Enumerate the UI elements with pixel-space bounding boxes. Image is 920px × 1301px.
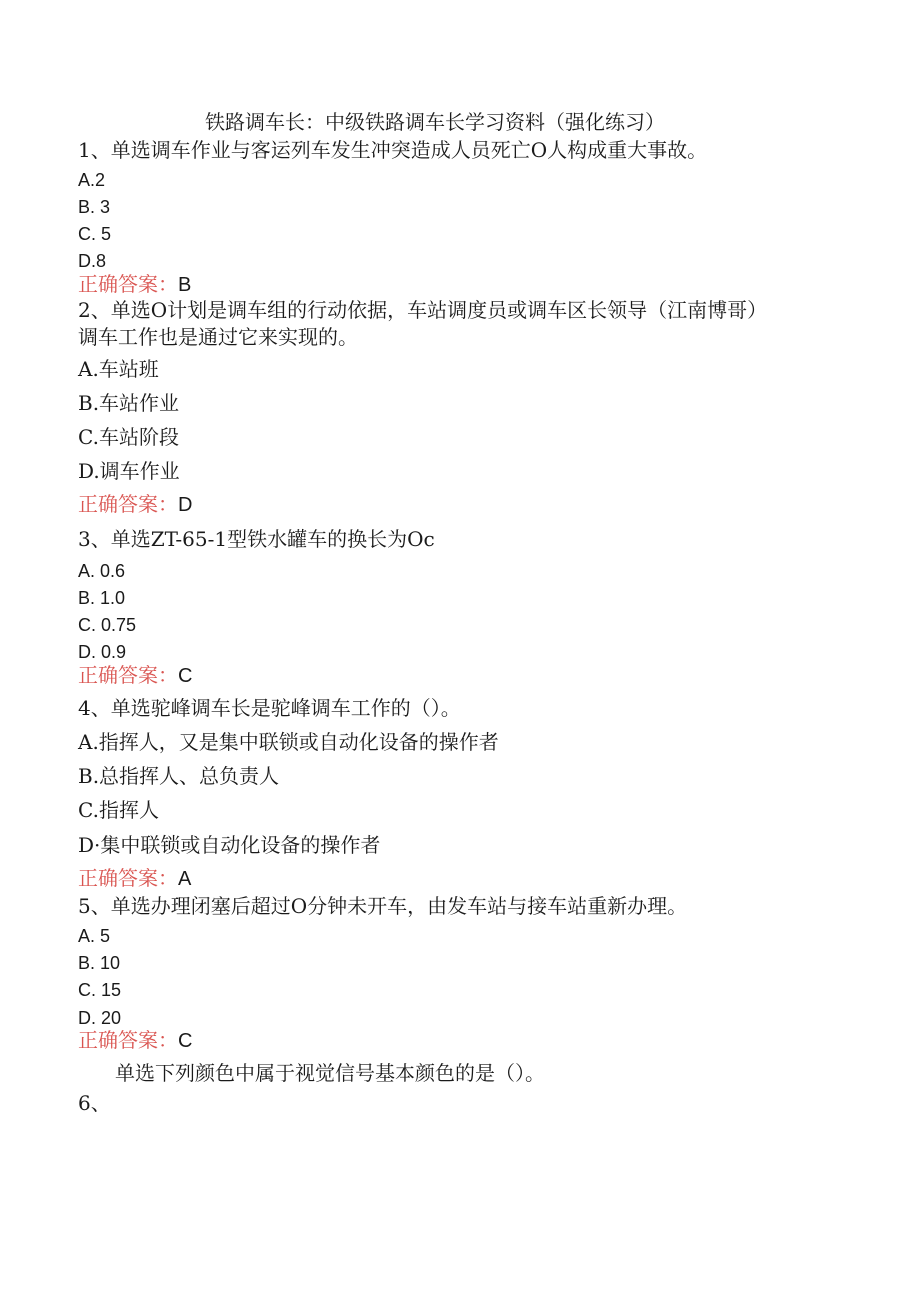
answer-label: 正确答案： (78, 663, 178, 687)
answer-label: 正确答案： (78, 1028, 178, 1052)
question-1-text: 1、单选调车作业与客运列车发生冲突造成人员死亡O人构成重大事故。 (78, 138, 708, 162)
q3-option-d: D. 0.9 (78, 642, 127, 662)
question-3-text: 3、单选ZT-65-1型铁水罐车的换长为Oc (78, 527, 435, 551)
q4-answer-value: A (178, 868, 192, 890)
page-title: 铁路调车长：中级铁路调车长学习资料（强化练习） (205, 110, 665, 134)
q1-answer-value: B (178, 274, 192, 296)
q1-option-a: A.2 (78, 170, 106, 190)
q2-option-b: B.车站作业 (78, 391, 180, 415)
answer-label: 正确答案： (78, 866, 178, 890)
q3-option-b: B. 1.0 (78, 588, 126, 608)
answer-label: 正确答案： (78, 492, 178, 516)
q1-option-b: B. 3 (78, 197, 111, 217)
q2-answer (78, 492, 192, 517)
q4-answer (78, 866, 191, 891)
q5-answer-value: C (178, 1030, 193, 1052)
q4-option-c: C.指挥人 (78, 798, 159, 822)
q1-answer (78, 272, 191, 297)
answer-label: 正确答案： (78, 272, 178, 296)
question-6-number: 6、 (78, 1091, 111, 1115)
q5-option-b: B. 10 (78, 953, 121, 973)
q3-option-a: A. 0.6 (78, 561, 126, 581)
question-2-text-line-1: 2、单选O计划是调车组的行动依据，车站调度员或调车区长领导（江南博哥） (78, 298, 768, 322)
q4-option-b: B.总指挥人、总负责人 (78, 764, 280, 788)
q2-option-c: C.车站阶段 (78, 425, 179, 449)
question-5-text: 5、单选办理闭塞后超过O分钟未开车，由发车站与接车站重新办理。 (78, 894, 688, 918)
q3-option-c: C. 0.75 (78, 615, 137, 635)
q3-answer (78, 663, 192, 688)
q5-option-c: C. 15 (78, 980, 122, 1000)
q5-option-a: A. 5 (78, 926, 111, 946)
q4-option-d: D·集中联锁或自动化设备的操作者 (78, 833, 381, 857)
q5-answer (78, 1028, 192, 1053)
q1-option-c: C. 5 (78, 224, 112, 244)
q1-option-d: D.8 (78, 251, 107, 271)
q5-option-d: D. 20 (78, 1008, 122, 1028)
question-2-text-line-2: 调车工作也是通过它来实现的。 (78, 325, 358, 349)
q2-option-a: A.车站班 (78, 357, 159, 381)
question-6-text: 单选下列颜色中属于视觉信号基本颜色的是（）。 (115, 1061, 545, 1085)
q3-answer-value: C (178, 665, 193, 687)
q2-option-d: D.调车作业 (78, 459, 180, 483)
q4-option-a: A.指挥人，又是集中联锁或自动化设备的操作者 (78, 730, 499, 754)
q2-answer-value: D (178, 494, 193, 516)
question-4-text: 4、单选驼峰调车长是驼峰调车工作的（）。 (78, 696, 461, 720)
